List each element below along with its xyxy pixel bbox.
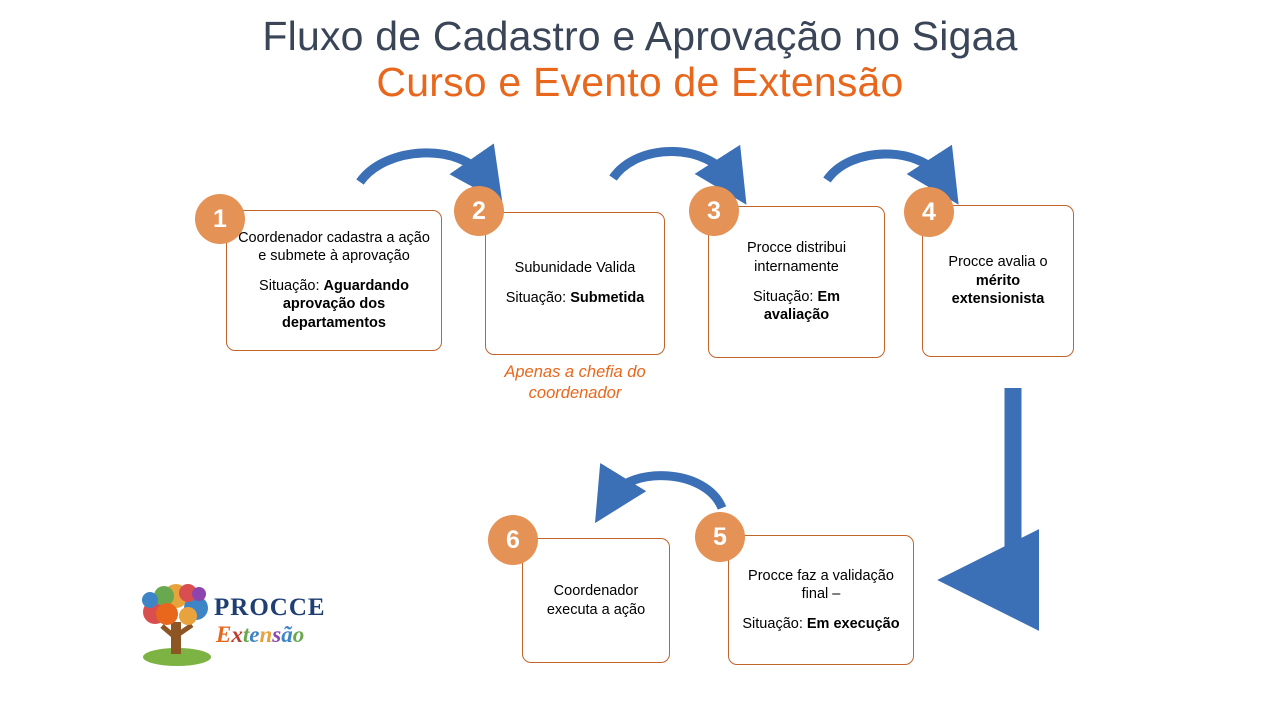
procce-logo [136,578,326,670]
step-5-description: Procce faz a validação final – [748,567,894,603]
step-6-description: Coordenador executa a ação [546,582,646,618]
step-circle-5[interactable]: 5 [695,512,745,562]
step-4-description: Procce avalia o [948,254,1048,271]
step-box-5[interactable] [728,535,914,665]
step-2-status [496,289,654,308]
step-3-description: Procce distribui internamente [746,240,847,275]
step-4-status-value: mérito extensionista [951,272,1045,308]
logo-letter-4: e [249,622,260,647]
page-title [0,14,1280,106]
logo-letter-1: E [216,622,232,647]
logo-letter-3: t [242,622,250,647]
step-5-status-value: Em execução [806,615,900,632]
note-chefia: Apenas a chefia do coordenador [504,363,646,403]
logo-letter-2: x [231,622,243,647]
step-circle-3[interactable]: 3 [689,186,739,236]
step-box-3[interactable] [708,206,885,358]
step-box-2[interactable] [485,212,665,355]
step-1-status [237,277,431,333]
step-1-description: Coordenador cadastra a ação e submete à aprovação [238,229,430,265]
logo-letter-5: n [259,622,273,647]
step-5-status-label: Situação: [742,615,803,632]
step-circle-2[interactable]: 2 [454,186,504,236]
step-3-status [719,288,874,325]
step-circle-1[interactable]: 1 [195,194,245,244]
step-box-6[interactable] [522,538,670,663]
logo-letter-7: ã [281,622,293,647]
logo-wordmark: PROCCE [214,594,326,621]
step-circle-6[interactable]: 6 [488,515,538,565]
step-box-1[interactable] [226,210,442,351]
step-circle-4[interactable]: 4 [904,187,954,237]
logo-letter-8: o [292,622,305,647]
step-3-status-label: Situação: [752,288,814,305]
step-3-status-value: Em avaliação [763,288,841,324]
step-1-status-value: Aguardando aprovação dos departamentos [282,277,409,331]
title-line-2: Curso e Evento de Extensão [376,58,904,105]
step-2-description: Subunidade Valida [514,260,636,277]
step-2-status-label: Situação: [505,290,567,306]
step-1-status-label: Situação: [259,277,320,294]
logo-subtitle [216,622,304,648]
step-5-status [739,615,903,634]
step-2-status-value: Submetida [570,290,645,306]
logo-letter-6: s [272,622,282,647]
title-line-1: Fluxo de Cadastro e Aprovação no Sigaa [262,13,1018,59]
